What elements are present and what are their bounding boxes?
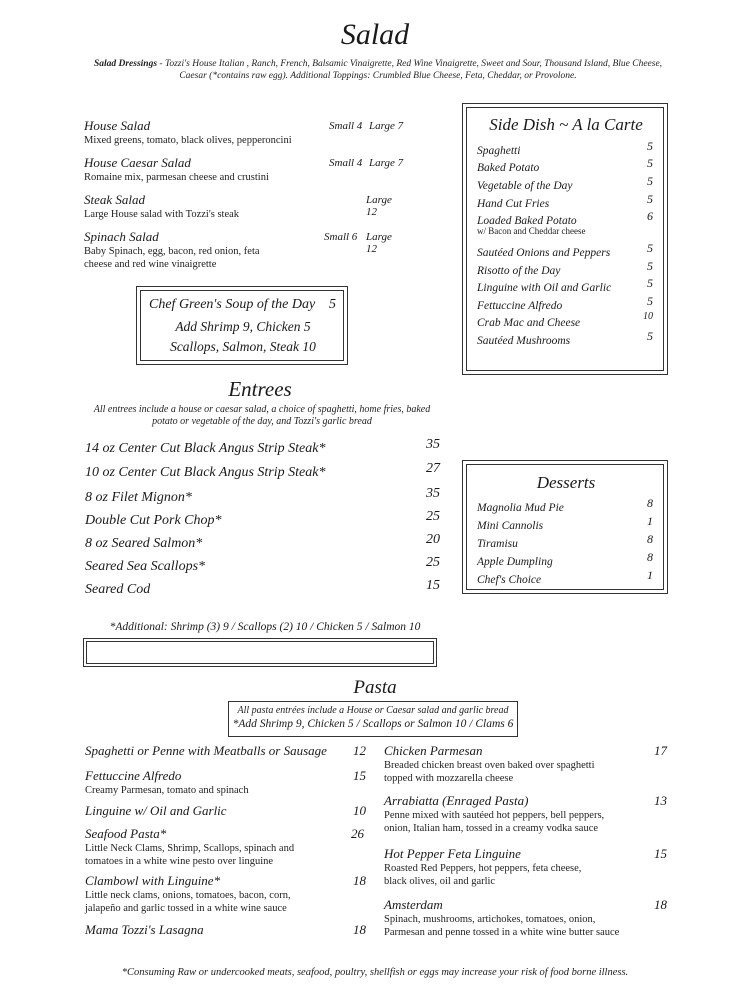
entree-item xyxy=(85,486,440,506)
side-dish-item-name: Risotto of the Day xyxy=(477,265,561,277)
side-dish-item-price: 5 xyxy=(647,329,653,343)
entree-item-name: 8 oz Seared Salmon* xyxy=(85,536,203,551)
pasta-item xyxy=(85,922,365,938)
dessert-item xyxy=(477,550,653,567)
side-dish-item xyxy=(477,276,653,293)
dessert-item-price: 1 xyxy=(647,514,653,528)
entree-item-name: 8 oz Filet Mignon* xyxy=(85,490,192,505)
soup-box-inner xyxy=(140,290,344,361)
side-dish-item xyxy=(477,192,653,209)
pasta-title: Pasta xyxy=(353,677,397,698)
side-dish-item-price: 5 xyxy=(647,192,653,206)
entrees-intro: All entrees include a house or caesar salad, a choice of spaghetti, home fries, baked potato or vegetable of the day, and Tozzi's garlic bread xyxy=(93,404,431,427)
side-dish-item-price: 5 xyxy=(647,241,653,255)
side-dish-item-name: Spaghetti xyxy=(477,145,521,157)
pasta-item-price: 17 xyxy=(654,743,667,758)
pasta-item-name: Linguine w/ Oil and Garlic xyxy=(85,803,227,818)
salad-item-large: Large 7 xyxy=(369,157,404,169)
pasta-item-name: Clambowl with Linguine* xyxy=(85,873,221,888)
dessert-item-name: Magnolia Mud Pie xyxy=(477,502,564,514)
entrees-additional: *Additional: Shrimp (3) 9 / Scallops (2) 10 / Chicken 5 / Salmon 10 xyxy=(109,621,421,633)
pasta-item xyxy=(384,793,669,835)
entree-item xyxy=(85,555,440,575)
entree-item-name: Double Cut Pork Chop* xyxy=(85,513,222,528)
pasta-item-desc: Breaded chicken breast oven baked over spaghetti topped with mozzarella cheese xyxy=(384,760,595,784)
side-dish-box-inner xyxy=(466,107,664,371)
dessert-item xyxy=(477,568,653,585)
dessert-item-price: 8 xyxy=(647,496,653,510)
entree-item xyxy=(85,532,440,552)
pasta-item-desc: Creamy Parmesan, tomato and spinach xyxy=(85,785,249,796)
dessert-item xyxy=(477,532,653,549)
side-dish-item-price: 5 xyxy=(647,276,653,290)
dessert-item-name: Mini Cannolis xyxy=(477,520,544,532)
side-dish-item xyxy=(477,209,653,226)
desserts-box-inner xyxy=(466,464,664,590)
pasta-item-price: 18 xyxy=(353,873,366,888)
pasta-item xyxy=(384,743,669,785)
soup-line1: Chef Green's Soup of the Day xyxy=(149,297,316,312)
entrees-title: Entrees xyxy=(228,377,292,401)
entree-item-name: 10 oz Center Cut Black Angus Strip Steak* xyxy=(85,465,326,480)
salad-item-name: House Caesar Salad xyxy=(84,155,191,170)
side-dish-item-price: 6 xyxy=(647,209,653,223)
pasta-item-price: 18 xyxy=(353,922,366,937)
entree-item xyxy=(85,578,440,598)
pasta-item-name: Spaghetti or Penne with Meatballs or Sausage xyxy=(85,743,327,758)
pasta-item-name: Arrabiatta (Enraged Pasta) xyxy=(384,793,529,808)
pasta-item-price: 15 xyxy=(654,846,667,861)
entree-item xyxy=(85,461,440,481)
entrees-blank-box-inner xyxy=(86,641,434,664)
entree-item-name: 14 oz Center Cut Black Angus Strip Steak* xyxy=(85,441,326,456)
salad-item-large: Large 12 xyxy=(366,231,392,255)
side-dish-item xyxy=(477,311,653,328)
dessert-item-name: Apple Dumpling xyxy=(477,556,553,568)
salad-item-small: Small 4 xyxy=(329,157,363,169)
side-dish-item-price: 5 xyxy=(647,174,653,188)
side-dish-item-price: 5 xyxy=(647,139,653,153)
pasta-item-desc: Penne mixed with sautéed hot peppers, bell peppers, onion, Italian ham, tossed in a creamy vodka sauce xyxy=(384,810,605,834)
pasta-item-name: Mama Tozzi's Lasagna xyxy=(85,922,204,937)
pasta-item xyxy=(384,897,669,939)
salad-item xyxy=(84,155,404,184)
pasta-item-name: Chicken Parmesan xyxy=(384,743,483,758)
side-dish-item-price: 5 xyxy=(647,259,653,273)
soup-line3: Scallops, Salmon, Steak 10 xyxy=(170,339,316,354)
desserts-title: Desserts xyxy=(536,473,596,492)
side-dish-item-price: 5 xyxy=(647,294,653,308)
pasta-item xyxy=(384,846,669,888)
salad-title: Salad xyxy=(340,18,410,51)
salad-item-desc: Romaine mix, parmesan cheese and crustini xyxy=(84,172,269,183)
side-dish-item-name: Sautéed Mushrooms xyxy=(477,335,571,347)
side-dish-item xyxy=(477,329,653,346)
pasta-item-price: 18 xyxy=(654,897,667,912)
salad-dressings xyxy=(88,58,668,82)
entree-item xyxy=(85,437,440,457)
salad-item-large: Large 12 xyxy=(366,194,392,218)
side-dish-item-name: Baked Potato xyxy=(477,162,540,174)
dessert-item xyxy=(477,496,653,513)
entree-item-price: 20 xyxy=(426,532,440,547)
side-dish-item-price: 5 xyxy=(647,156,653,170)
pasta-note1: All pasta entrées include a House or Caesar salad and garlic bread xyxy=(237,705,509,716)
salad-item xyxy=(84,118,404,147)
salad-item-name: House Salad xyxy=(84,118,151,133)
pasta-item xyxy=(85,803,365,819)
pasta-item-price: 10 xyxy=(353,803,366,818)
pasta-item xyxy=(85,826,365,868)
soup-line2: Add Shrimp 9, Chicken 5 xyxy=(175,319,311,334)
side-dish-item-name: Fettuccine Alfredo xyxy=(477,300,563,312)
pasta-item-price: 12 xyxy=(353,743,366,758)
pasta-item xyxy=(85,743,365,759)
salad-dressings-text: - Tozzi's House Italian , Ranch, French, Balsamic Vinaigrette, Red Wine Vinaigrette, Sweet and Sour, Thousand Island, Blue Cheese, Caesar (*contains raw egg). Additional Toppings: Crumbled Blue Cheese, Feta, Cheddar, or Provolone. xyxy=(157,59,663,81)
entree-item-price: 15 xyxy=(426,578,440,593)
pasta-item-price: 15 xyxy=(353,768,366,783)
dessert-item-name: Chef's Choice xyxy=(477,574,542,586)
salad-item-large: Large 7 xyxy=(369,120,404,132)
entree-item xyxy=(85,509,440,529)
entree-item-price: 35 xyxy=(426,486,440,501)
dessert-item-name: Tiramisu xyxy=(477,538,518,550)
salad-item-name: Steak Salad xyxy=(84,192,146,207)
salad-item-small: Small 6 xyxy=(324,231,358,243)
pasta-item-desc: Little neck clams, onions, tomatoes, bacon, corn, jalapeño and garlic tossed in a white wine sauce xyxy=(85,890,291,914)
side-dish-item-name: Sautéed Onions and Peppers xyxy=(477,247,611,259)
salad-item-desc: Mixed greens, tomato, black olives, pepperoncini xyxy=(84,135,292,146)
dessert-item-price: 1 xyxy=(647,568,653,582)
dessert-item-price: 8 xyxy=(647,532,653,546)
salad-item-desc: Large House salad with Tozzi's steak xyxy=(84,209,240,220)
pasta-note2: *Add Shrimp 9, Chicken 5 / Scallops or Salmon 10 / Clams 6 xyxy=(232,718,514,730)
dessert-item xyxy=(477,514,653,531)
side-dish-item-name: Linguine with Oil and Garlic xyxy=(477,282,612,294)
dessert-item-price: 8 xyxy=(647,550,653,564)
side-dish-item xyxy=(477,174,653,191)
entree-item-price: 25 xyxy=(426,509,440,524)
side-dish-item-sub: w/ Bacon and Cheddar cheese xyxy=(477,226,586,236)
side-dish-item-name: Vegetable of the Day xyxy=(477,180,573,192)
pasta-item-desc: Little Neck Clams, Shrimp, Scallops, spinach and tomatoes in a white wine pesto over linguine xyxy=(85,843,295,867)
pasta-item-name: Hot Pepper Feta Linguine xyxy=(384,846,521,861)
pasta-item xyxy=(85,873,365,915)
salad-item-name: Spinach Salad xyxy=(84,229,159,244)
soup-price: 5 xyxy=(329,297,336,312)
entree-item-price: 35 xyxy=(426,437,440,452)
salad-item-small: Small 4 xyxy=(329,120,363,132)
side-dish-item xyxy=(477,259,653,276)
salad-dressings-label: Salad Dressings xyxy=(93,59,158,69)
footer-disclaimer: *Consuming Raw or undercooked meats, seafood, poultry, shellfish or eggs may increase your risk of food borne illness. xyxy=(121,967,629,978)
entree-item-price: 27 xyxy=(426,461,440,476)
salad-item xyxy=(84,229,404,271)
pasta-item-name: Seafood Pasta* xyxy=(85,826,167,841)
side-dish-item-name: Loaded Baked Potato xyxy=(477,215,577,227)
side-dish-item xyxy=(477,156,653,173)
side-dish-item-price: 10 xyxy=(643,311,653,322)
pasta-item-desc: Roasted Red Peppers, hot peppers, feta cheese, black olives, oil and garlic xyxy=(384,863,582,887)
entree-item-price: 25 xyxy=(426,555,440,570)
entree-item-name: Seared Cod xyxy=(85,582,151,597)
side-dish-item xyxy=(477,139,653,156)
pasta-item-name: Amsterdam xyxy=(384,897,443,912)
salad-item xyxy=(84,192,404,221)
side-dish-item-name: Crab Mac and Cheese xyxy=(477,317,581,329)
pasta-item-price: 13 xyxy=(654,793,667,808)
pasta-item xyxy=(85,768,365,797)
pasta-item-desc: Spinach, mushrooms, artichokes, tomatoes, onion, Parmesan and penne tossed in a white wine butter sauce xyxy=(384,914,620,938)
salad-item-desc: Baby Spinach, egg, bacon, red onion, feta cheese and red wine vinaigrette xyxy=(84,246,260,270)
pasta-item-name: Fettuccine Alfredo xyxy=(85,768,182,783)
side-dish-item xyxy=(477,294,653,311)
side-dish-title: Side Dish ~ A la Carte xyxy=(489,115,643,134)
pasta-item-price: 26 xyxy=(351,826,364,841)
entree-item-name: Seared Sea Scallops* xyxy=(85,559,206,574)
side-dish-item xyxy=(477,241,653,258)
side-dish-item-name: Hand Cut Fries xyxy=(477,198,550,210)
